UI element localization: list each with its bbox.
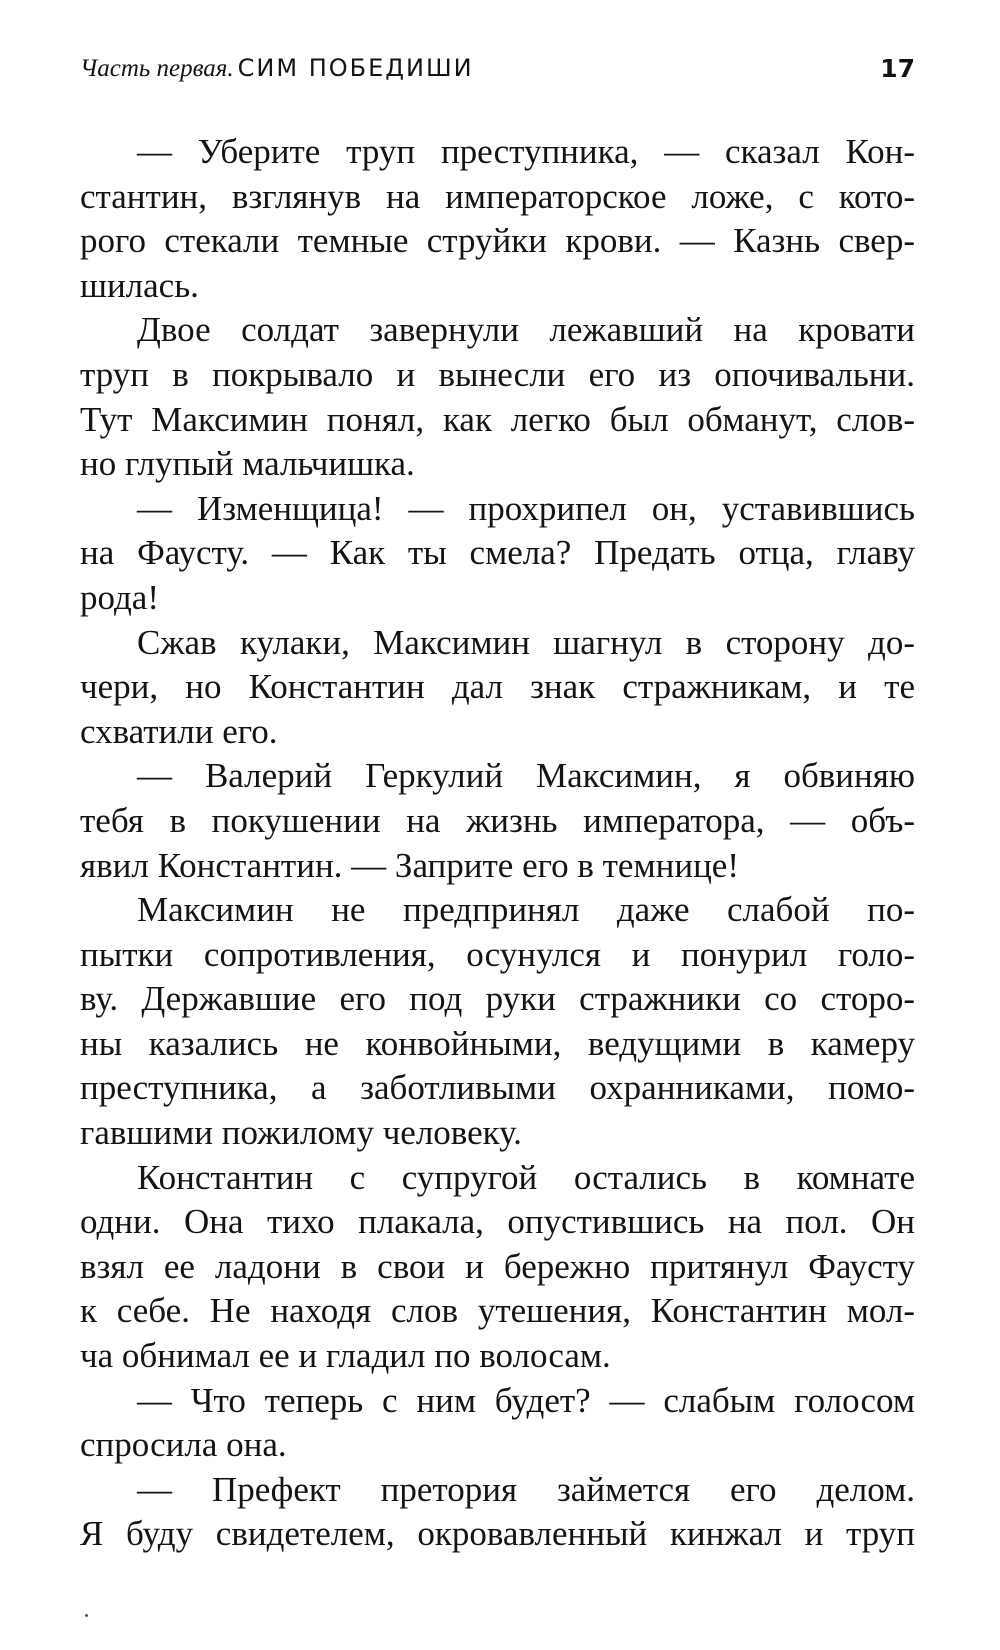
text-line: — Изменщица! — прохрипел он, уставившись bbox=[137, 488, 915, 528]
text-line: ча обнимал ее и гладил по волосам. bbox=[80, 1336, 611, 1376]
text-line: пытки сопротивления, осунулся и понурил голо- bbox=[80, 934, 915, 974]
text-line: спросила она. bbox=[80, 1425, 287, 1465]
text-line: стантин, взглянув на императорское ложе, с кото- bbox=[80, 176, 915, 216]
running-header bbox=[80, 54, 915, 94]
text-line: Константин с супругой остались в комнате bbox=[137, 1157, 915, 1197]
text-line: но глупый мальчишка. bbox=[80, 444, 415, 484]
page-number: 17 bbox=[880, 54, 915, 83]
text-line: — Что теперь с ним будет? — слабым голосом bbox=[137, 1380, 915, 1420]
text-line: ву. Державшие его под руки стражники со сторо- bbox=[80, 979, 915, 1019]
text-line: рого стекали темные струйки крови. — Казнь свер- bbox=[80, 221, 915, 261]
text-line: рода! bbox=[80, 577, 159, 617]
print-speck bbox=[85, 1614, 88, 1617]
text-line: Максимин не предпринял даже слабой по- bbox=[137, 890, 915, 930]
text-line: явил Константин. — Заприте его в темнице! bbox=[80, 845, 739, 885]
text-line: Тут Максимин понял, как легко был обманут, слов- bbox=[80, 399, 915, 439]
text-line: — Уберите труп преступника, — сказал Кон- bbox=[137, 132, 915, 171]
part-title: Часть первая. bbox=[80, 55, 234, 82]
text-line: тебя в покушении на жизнь императора, — объ- bbox=[80, 800, 915, 840]
text-line: гавшими пожилому человеку. bbox=[80, 1113, 522, 1153]
section-title: СИМ ПОБЕДИШИ bbox=[237, 54, 474, 82]
text-line: взял ее ладони в свои и бережно притянул Фаусту bbox=[80, 1246, 915, 1286]
text-line: одни. Она тихо плакала, опустившись на пол. Он bbox=[80, 1202, 915, 1242]
text-line: Двое солдат завернули лежавший на кровати bbox=[137, 310, 915, 350]
text-line: труп в покрывало и вынесли его из опочивальни. bbox=[80, 354, 915, 394]
text-line: к себе. Не находя слов утешения, Константин мол- bbox=[80, 1291, 915, 1331]
text-line: преступника, а заботливыми охранниками, помо- bbox=[80, 1068, 915, 1108]
text-line: шилась. bbox=[80, 265, 199, 305]
text-line: Сжав кулаки, Максимин шагнул в сторону до- bbox=[137, 622, 915, 662]
text-line: Я буду свидетелем, окровавленный кинжал и труп bbox=[80, 1514, 915, 1554]
body-text bbox=[80, 130, 915, 1557]
text-line: — Валерий Геркулий Максимин, я обвиняю bbox=[137, 756, 915, 796]
text-line: схватили его. bbox=[80, 711, 278, 751]
text-line: — Префект претория займется его делом. bbox=[137, 1469, 915, 1509]
text-line: ны казались не конвойными, ведущими в камеру bbox=[80, 1023, 915, 1063]
text-line: чери, но Константин дал знак стражникам, и те bbox=[80, 667, 915, 707]
text-line: на Фаусту. — Как ты смела? Предать отца, главу bbox=[80, 533, 915, 573]
